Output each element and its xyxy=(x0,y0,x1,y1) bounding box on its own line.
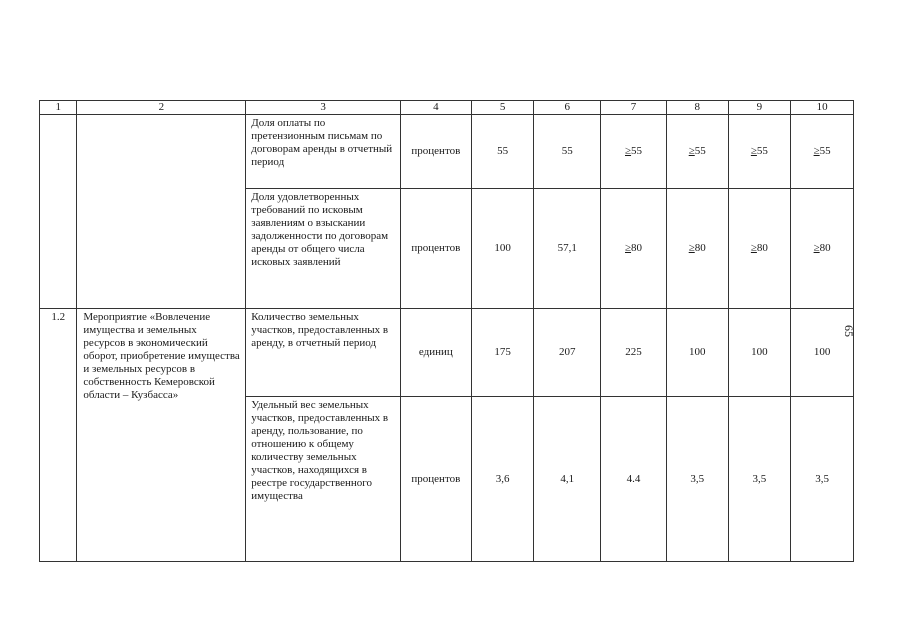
value-cell xyxy=(791,189,854,309)
value-cell: 3,5 xyxy=(728,397,791,562)
value-text: 55 xyxy=(819,145,831,157)
unit-cell: процентов xyxy=(400,189,471,309)
col-header-4: 4 xyxy=(400,101,471,115)
col-header-8: 8 xyxy=(666,101,728,115)
value-cell xyxy=(666,189,728,309)
indicator-cell: Удельный вес земельных участков, предоставленных в аренду, пользование, по отношению к общему количеству земельных участков, находящихся в реестре государственного имущества xyxy=(246,397,401,562)
value-cell xyxy=(666,115,728,189)
ge-sign: ≥ xyxy=(625,242,632,254)
value-cell: 57,1 xyxy=(534,189,601,309)
value-text: 55 xyxy=(631,145,643,157)
value-cell: 100 xyxy=(471,189,534,309)
value-cell: 4.4 xyxy=(601,397,667,562)
unit-cell: процентов xyxy=(400,397,471,562)
value-cell: 55 xyxy=(534,115,601,189)
col-header-3: 3 xyxy=(246,101,401,115)
col-header-5: 5 xyxy=(471,101,534,115)
col-header-2: 2 xyxy=(77,101,246,115)
value-text: 80 xyxy=(694,242,706,254)
value-cell: 100 xyxy=(791,309,854,397)
value-cell xyxy=(728,189,791,309)
unit-cell: процентов xyxy=(400,115,471,189)
value-text: 80 xyxy=(631,242,643,254)
value-cell: 3,5 xyxy=(666,397,728,562)
empty-number-cell xyxy=(40,115,77,309)
value-cell: 175 xyxy=(471,309,534,397)
table-row xyxy=(40,309,854,397)
value-cell: 225 xyxy=(601,309,667,397)
unit-cell: единиц xyxy=(400,309,471,397)
value-cell: 207 xyxy=(534,309,601,397)
ge-sign: ≥ xyxy=(688,242,695,254)
value-cell xyxy=(601,115,667,189)
value-cell: 4,1 xyxy=(534,397,601,562)
value-text: 55 xyxy=(694,145,706,157)
ge-sign: ≥ xyxy=(625,145,632,157)
indicator-cell: Доля удовлетворенных требований по исковым заявлениям о взыскании задолженности по договорам аренды от общего числа исковых заявлений xyxy=(246,189,401,309)
program-indicators-table xyxy=(39,100,854,562)
value-cell: 100 xyxy=(728,309,791,397)
value-text: 80 xyxy=(756,242,768,254)
indicator-cell: Количество земельных участков, предоставленных в аренду, в отчетный период xyxy=(246,309,401,397)
value-cell: 3,5 xyxy=(791,397,854,562)
ge-sign: ≥ xyxy=(813,145,820,157)
column-number-row xyxy=(40,101,854,115)
col-header-10: 10 xyxy=(791,101,854,115)
col-header-7: 7 xyxy=(601,101,667,115)
indicator-cell: Доля оплаты по претензионным письмам по договорам аренды в отчетный период xyxy=(246,115,401,189)
ge-sign: ≥ xyxy=(750,242,757,254)
ge-sign: ≥ xyxy=(688,145,695,157)
ge-sign: ≥ xyxy=(750,145,757,157)
value-cell: 55 xyxy=(471,115,534,189)
measure-number-cell: 1.2 xyxy=(40,309,77,562)
table-row xyxy=(40,115,854,189)
value-text: 80 xyxy=(819,242,831,254)
empty-measure-cell xyxy=(77,115,246,309)
value-cell: 3,6 xyxy=(471,397,534,562)
col-header-1: 1 xyxy=(40,101,77,115)
col-header-6: 6 xyxy=(534,101,601,115)
page-number: 65 xyxy=(842,325,856,337)
col-header-9: 9 xyxy=(728,101,791,115)
ge-sign: ≥ xyxy=(813,242,820,254)
value-text: 55 xyxy=(756,145,768,157)
value-cell xyxy=(728,115,791,189)
value-cell xyxy=(791,115,854,189)
measure-name-cell: Мероприятие «Вовлечение имущества и земельных ресурсов в экономический оборот, приобретение имущества и земельных ресурсов в собственность Кемеровской области – Кузбасса» xyxy=(77,309,246,562)
value-cell xyxy=(601,189,667,309)
value-cell: 100 xyxy=(666,309,728,397)
